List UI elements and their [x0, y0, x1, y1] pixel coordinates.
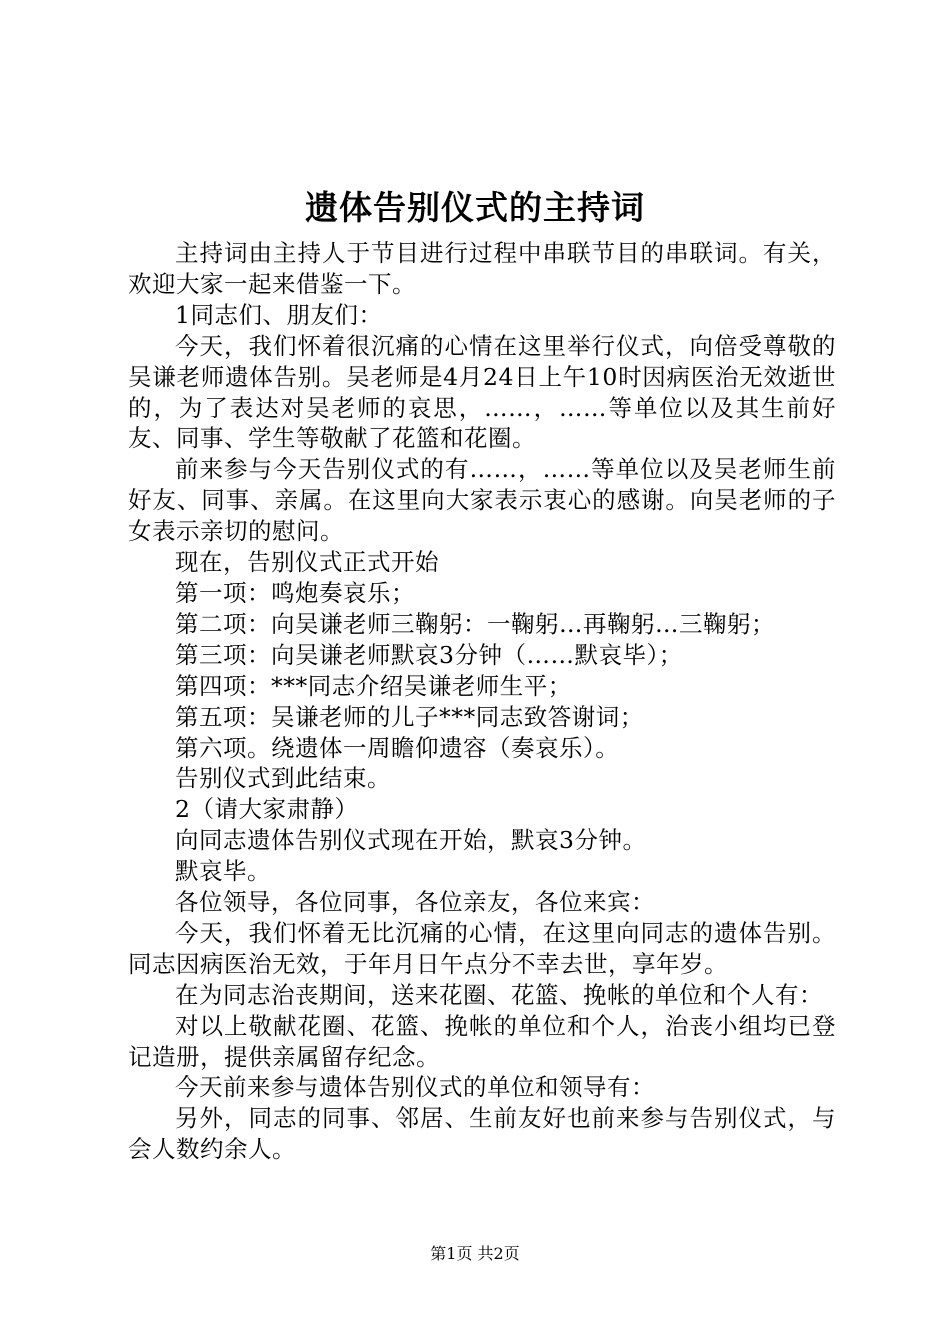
paragraph: 第六项。绕遗体一周瞻仰遗容（奏哀乐）。: [175, 733, 620, 762]
paragraph: 前来参与今天告别仪式的有……，……等单位以及吴老师生前好友、同事、亲属。在这里向大家表示衷心的感谢。向吴老师的子女表示亲切的慰问。: [128, 455, 836, 546]
paragraph: 默哀毕。: [175, 857, 271, 886]
paragraph: 现在，告别仪式正式开始: [175, 548, 439, 577]
paragraph: 告别仪式到此结束。: [175, 764, 391, 793]
page-footer: 第1页 共2页: [430, 1244, 520, 1263]
paragraph: 今天，我们怀着很沉痛的心情在这里举行仪式，向倍受尊敬的吴谦老师遗体告别。吴老师是4月24日上午10时因病医治无效逝世的，为了表达对吴老师的哀思，……，……等单位以及其生前好友、同事、学生等敬献了花篮和花圈。: [128, 331, 836, 453]
paragraph: 第一项：鸣炮奏哀乐；: [175, 578, 415, 607]
paragraph: 向同志遗体告别仪式现在开始，默哀3分钟。: [175, 826, 647, 855]
paragraph: 今天前来参与遗体告别仪式的单位和领导有：: [175, 1073, 655, 1102]
paragraph: 1同志们、朋友们：: [175, 300, 383, 329]
paragraph: 2（请大家肃静）: [175, 795, 359, 824]
paragraph: 第二项：向吴谦老师三鞠躬：一鞠躬…再鞠躬…三鞠躬；: [175, 609, 775, 638]
paragraph: 第五项：吴谦老师的儿子***同志致答谢词；: [175, 702, 644, 731]
paragraph: 今天，我们怀着无比沉痛的心情，在这里向同志的遗体告别。同志因病医治无效，于年月日午点分不幸去世，享年岁。: [128, 918, 836, 978]
paragraph: 在为同志治丧期间，送来花圈、花篮、挽帐的单位和个人有：: [175, 980, 823, 1009]
paragraph: 第三项：向吴谦老师默哀3分钟（……默哀毕）；: [175, 640, 683, 669]
paragraph: 对以上敬献花圈、花篮、挽帐的单位和个人，治丧小组均已登记造册，提供亲属留存纪念。: [128, 1011, 836, 1071]
paragraph: 另外，同志的同事、邻居、生前友好也前来参与告别仪式，与会人数约余人。: [128, 1104, 836, 1164]
paragraph: 各位领导，各位同事，各位亲友，各位来宾：: [175, 888, 655, 917]
document-body: [128, 238, 836, 1165]
paragraph: 第四项：***同志介绍吴谦老师生平；: [175, 671, 572, 700]
document-title: 遗体告别仪式的主持词: [305, 188, 645, 227]
paragraph: 主持词由主持人于节目进行过程中串联节目的串联词。有关，欢迎大家一起来借鉴一下。: [128, 239, 836, 298]
